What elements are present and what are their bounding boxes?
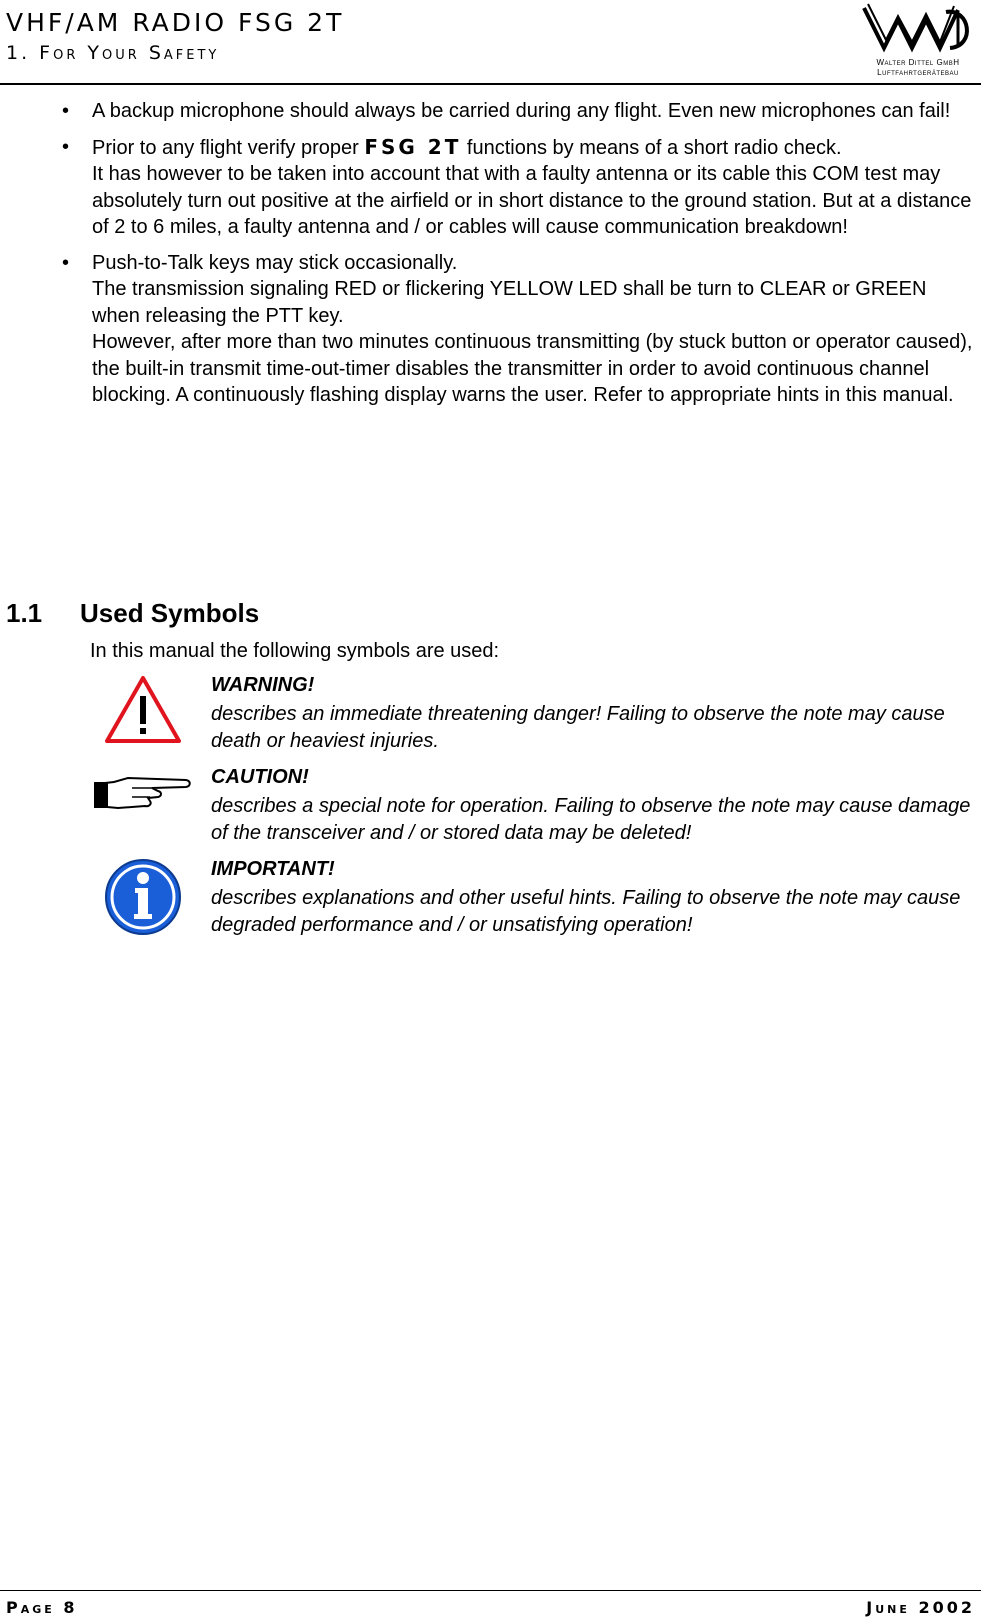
- page-number: Page 8: [6, 1598, 78, 1617]
- logo-company-subtitle: Luftfahrtgerätebau: [877, 68, 959, 77]
- bullet-text-line2: The transmission signaling RED or flickering YELLOW LED shall be turn to CLEAR or GREEN when releasing the PTT key.: [92, 278, 927, 327]
- section-title: Used Symbols: [80, 598, 260, 628]
- footer-divider: [0, 1590, 981, 1591]
- symbol-caution: [0, 766, 981, 846]
- bullet-text: A backup microphone should always be carried during any flight. Even new microphones can fail!: [92, 100, 951, 122]
- pointing-hand-icon: [92, 774, 194, 812]
- symbol-heading: CAUTION!: [211, 766, 309, 788]
- symbol-description: describes explanations and other useful hints. Failing to observe the note may cause degraded performance and / or unsatisfying operation!: [211, 887, 961, 936]
- document-title: VHF/AM RADIO FSG 2T: [6, 8, 345, 37]
- bullet-text-extra: It has however to be taken into account that with a faulty antenna or its cable this COM test may absolutely turn out positive at the airfield or in short distance to the ground station. But at a distance of 2 to 6 miles, a faulty antenna and / or cables will cause communication breakdown!: [92, 163, 972, 238]
- bullet-text-line1: Push-to-Talk keys may stick occasionally.: [92, 251, 458, 274]
- list-item: • A backup microphone should always be carried during any flight. Even new microphones can fail!: [62, 100, 951, 122]
- section-number: 1.1: [6, 598, 43, 628]
- safety-bullet-list: [62, 98, 977, 418]
- section-intro: In this manual the following symbols are used:: [90, 640, 500, 662]
- warning-triangle-icon: [104, 674, 182, 744]
- symbol-heading: WARNING!: [211, 674, 315, 696]
- bullet-text-line3: However, after more than two minutes continuous transmitting (by stuck button or operator caused), the built-in transmit time-out-timer disables the transmitter in order to avoid continuous channel blocking. A continuously flashing display warns the user. Refer to appropriate hints in this manual.: [92, 331, 973, 406]
- bullet-text-pre: Prior to any flight verify proper: [92, 136, 365, 159]
- logo-company-name: Walter Dittel GmbH: [876, 58, 960, 67]
- symbol-heading: IMPORTANT!: [211, 858, 335, 880]
- chapter-title: 1. For Your Safety: [6, 42, 220, 64]
- symbol-description: describes an immediate threatening danger! Failing to observe the note may cause death or heaviest injuries.: [211, 703, 945, 752]
- header-divider: [0, 83, 981, 85]
- symbol-important: [0, 858, 981, 938]
- symbol-description: describes a special note for operation. Failing to observe the note may cause damage of the transceiver and / or stored data may be deleted!: [211, 795, 971, 844]
- info-icon: [104, 858, 182, 936]
- symbol-warning: [0, 674, 981, 754]
- list-item: • Push-to-Talk keys may stick occasionally. The transmission signaling RED or flickering YELLOW LED shall be turn to CLEAR or GREEN when releasing the PTT key. However, after more than two minutes continuous transmitting (by stuck button or operator caused), the built-in transmit time-out-timer disables the transmitter in order to avoid continuous channel blocking. A continuously flashing display warns the user. Refer to appropriate hints in this manual.: [62, 251, 973, 406]
- list-item: • Prior to any flight verify proper FSG 2T functions by means of a short radio check. It has however to be taken into account that with a faulty antenna or its cable this COM test may absolutely turn out positive at the airfield or in short distance to the ground station. But at a distance of 2 to 6 miles, a faulty antenna and / or cables will cause communication breakdown!: [62, 134, 972, 238]
- bullet-text-post: functions by means of a short radio check.: [461, 136, 842, 159]
- product-name: FSG 2T: [364, 134, 462, 159]
- publication-date: June 2002: [866, 1598, 975, 1617]
